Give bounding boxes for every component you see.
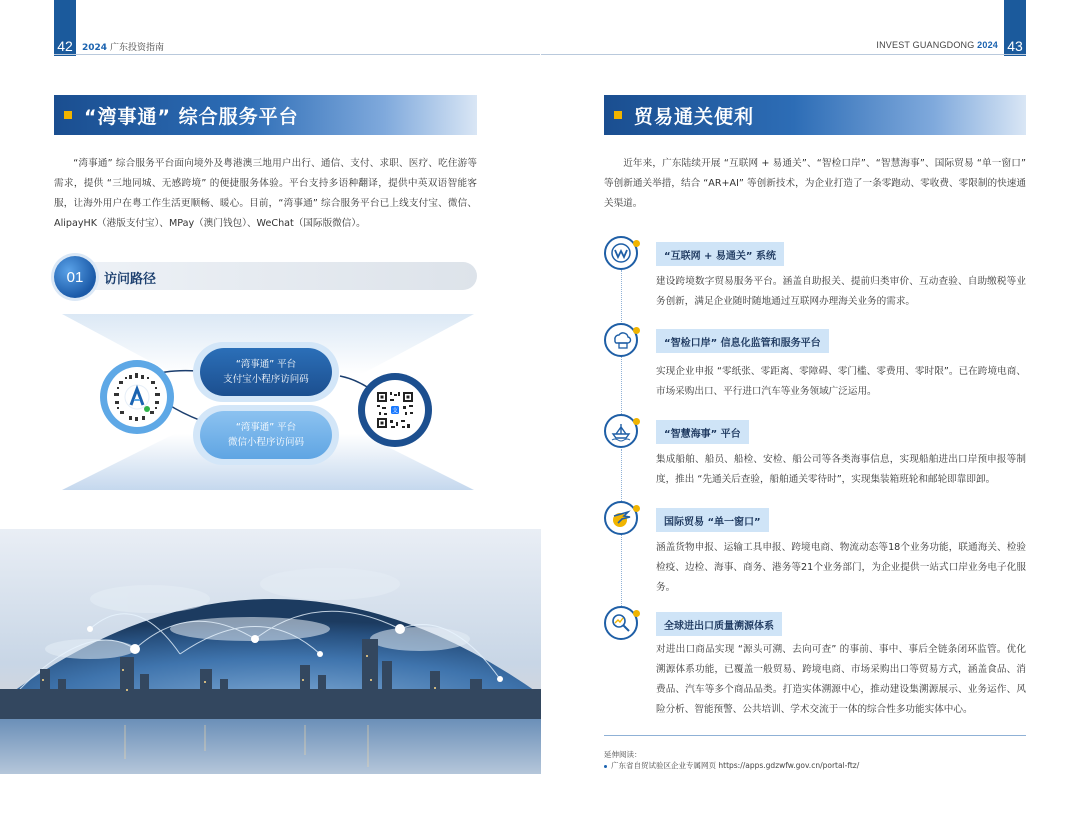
timeline-line [621,356,622,420]
svg-text:支: 支 [391,407,399,415]
magnifier-chart-icon [604,606,638,640]
right-running-head-title: INVEST GUANGDONG [876,40,975,50]
alipay-qr-code[interactable] [365,380,425,440]
right-section-title-bar [604,95,1026,135]
wechat-mini-program-code[interactable] [107,367,167,427]
timeline-line [621,449,622,505]
city-skyline-image [0,529,541,774]
timeline-line [621,534,622,606]
item-text-single-window: 涵盖货物申报、运输工具申报、跨境电商、物流动态等18个业务功能，联通海关、检验检疫、边检、海事、商务、港务等21个业务部门，为企业提供一站式口岸业务电子化服务。 [656,542,1026,593]
footnote-rule [604,735,1026,736]
footnote-title: 延伸阅读： [604,750,642,759]
timeline-line [621,270,622,326]
right-section-intro: 近年来，广东陆续开展 “互联网 + 易通关”、“智检口岸”、“智慧海事”、国际贸易 “单一窗口” 等创新通关举措，结合 “AR+AI” 等创新技术，为企业打造了一条零跑动、零收费、零限制的快速通关渠道。 [604,158,1026,209]
item-text-smart-maritime: 集成船舶、船员、船检、安检、船公司等各类海事信息，实现船舶进出口岸预申报等制度，推出 “先通关后查验，船舶通关零待时”，实现集装箱班轮和邮轮即靠即卸。 [656,454,1026,485]
right-header-rule [541,54,1026,55]
mini-program-code-icon [107,367,167,427]
left-section-title-bar [54,95,477,135]
item-text-smart-port: 实现企业申报 “零纸张、零距离、零障碍、零门槛、零费用、零时限”。已在跨境电商、市场采购出口、平行进口汽车等业务领域广泛运用。 [656,366,1026,397]
w-badge-icon [604,236,638,270]
cloud-monitor-icon [604,323,638,357]
alipay-access-pill [200,348,332,396]
left-section-title: “湾事通” 综合服务平台 [84,105,299,128]
right-page-number: 43 [1004,0,1026,56]
qr-code-icon [365,380,425,440]
item-label-smart-maritime: “智慧海事” 平台 [656,420,749,444]
left-page-number: 42 [54,0,76,56]
left-section-body: “湾事通” 综合服务平台面向境外及粤港澳三地用户出行、通信、支付、求职、医疗、吃住游等需求，提供 “三地同城、无感跨境” 的便捷服务体验。平台支持多语种翻译，提供中英双语智能客服，让海外用户在粤工作生活更顺畅、暖心。目前，“湾事通” 综合服务平台已上线支付宝、微信、AlipayHK（港版支付宝）、MPay（澳门钱包）、WeChat（国际版微信）。 [54,158,477,229]
footnote-link[interactable]: 广东省自贸试验区企业专属网页 https://apps.gdzwfw.gov.cn/portal-ftz/ [611,761,860,770]
item-text-internet-customs: 建设跨境数字贸易服务平台。涵盖自助报关、提前归类审价、互动查验、自助缴税等业务创新，满足企业随时随地通过互联网办理海关业务的需求。 [656,276,1026,307]
wechat-access-line1: “湾事通” 平台 [235,422,297,433]
footnote-link-row [604,760,859,771]
right-section-title: 贸易通关便利 [634,105,755,128]
title-marker [614,111,622,119]
globe-plane-icon [604,501,638,535]
alipay-access-line2: 支付宝小程序访问码 [223,374,309,385]
item-label-single-window: 国际贸易 “单一窗口” [656,508,769,532]
item-label-internet-customs: “互联网 + 易通关” 系统 [656,242,784,266]
right-running-head-year: 2024 [977,40,998,50]
bullet-icon [604,765,607,768]
step-number-badge: 01 [54,256,96,298]
item-text-traceability: 对进出口商品实现 “源头可溯、去向可查” 的事前、事中、事后全链条闭环监管。优化溯源体系功能，已覆盖一般贸易、跨境电商、市场采购出口等贸易方式，涵盖食品、消费品、汽车等多个商品品类。打造实体溯源中心，推动建设集溯源展示、业务运作、风险分析、智能预警、公共培训、学术交流于一体的综合性多功能实体中心。 [656,644,1026,715]
ship-icon [604,414,638,448]
alipay-access-line1: “湾事通” 平台 [235,359,297,370]
left-header-rule [54,54,540,55]
right-running-head [876,40,998,50]
item-label-smart-port: “智检口岸” 信息化监管和服务平台 [656,329,829,353]
left-running-head-year: 2024 [82,43,108,53]
city-globe-photo [0,529,541,774]
item-label-traceability: 全球进出口质量溯源体系 [656,612,782,636]
step-label: 访问路径 [104,272,157,287]
title-marker [64,111,72,119]
wechat-access-line2: 微信小程序访问码 [227,437,304,448]
wechat-access-pill [200,411,332,459]
left-running-head [82,40,164,53]
left-running-head-title: 广东投资指南 [109,43,164,53]
